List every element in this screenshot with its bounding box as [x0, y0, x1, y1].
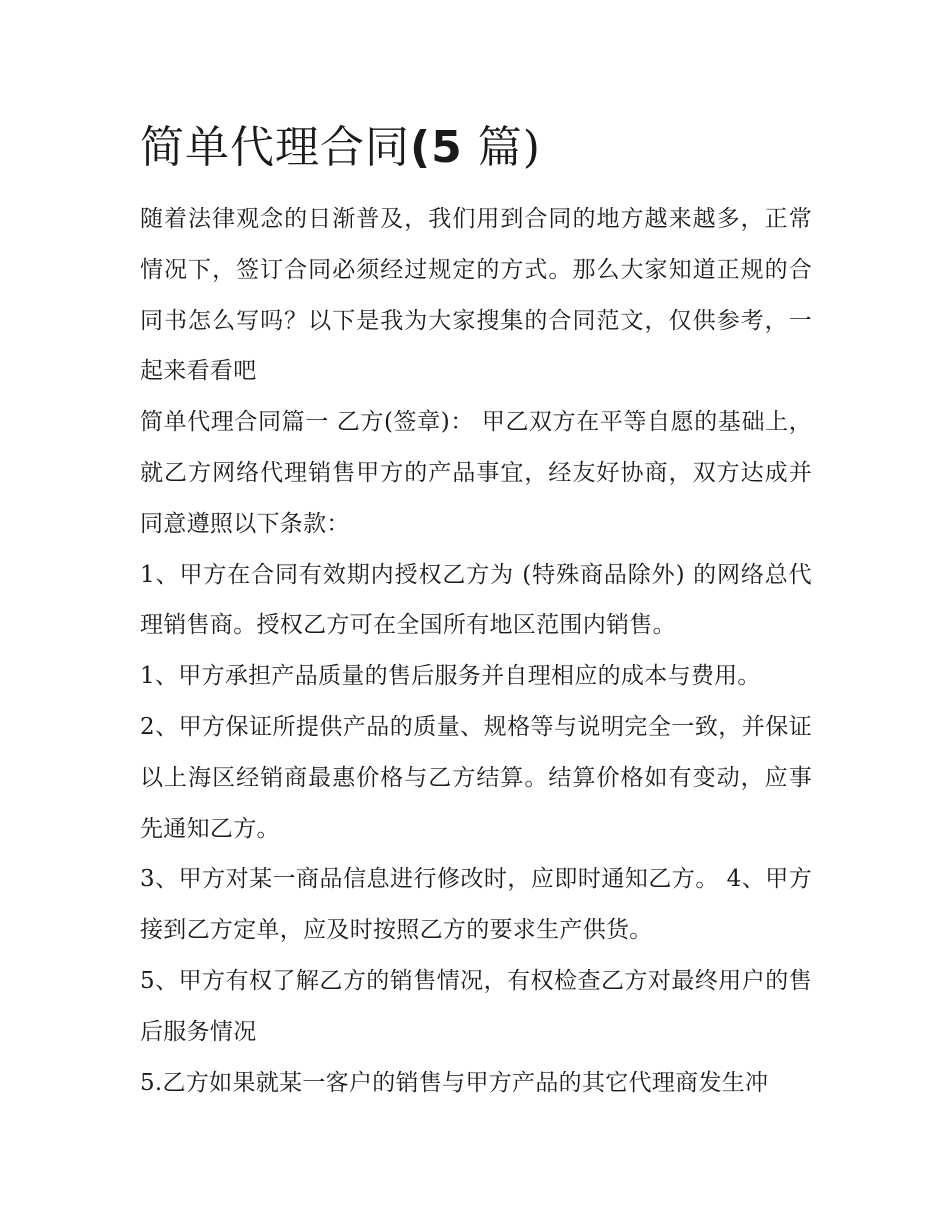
document-page	[140, 112, 812, 1108]
clause-5-inspection: 5、甲方有权了解乙方的销售情况，有权检查乙方对最终用户的售后服务情况	[140, 967, 812, 1045]
title-suffix: 篇)	[462, 122, 541, 173]
clause-5-conflict: 5.乙方如果就某一客户的销售与甲方产品的其它代理商发生冲	[140, 1069, 769, 1096]
clause-1-authorization: 1、甲方在合同有效期内授权乙方为 (特殊商品除外) 的网络总代理销售商。授权乙方可在全国所有地区范围内销售。	[140, 561, 812, 639]
title-count: (5	[410, 122, 463, 173]
clause-1-after-sales: 1、甲方承担产品质量的售后服务并自理相应的成本与费用。	[140, 663, 761, 690]
intro-paragraph: 随着法律观念的日渐普及，我们用到合同的地方越来越多，正常情况下，签订合同必须经过规定的方式。那么大家知道正规的合同书怎么写吗？以下是我为大家搜集的合同范文，仅供参考，一起来看看吧	[140, 206, 812, 385]
clause-2-quality: 2、甲方保证所提供产品的质量、规格等与说明完全一致，并保证以上海区经销商最惠价格与乙方结算。结算价格如有变动，应事先通知乙方。	[140, 713, 812, 842]
clause-3-4-notification: 3、甲方对某一商品信息进行修改时，应即时通知乙方。 4、甲方接到乙方定单，应及时按照乙方的要求生产供货。	[140, 866, 812, 944]
document-title	[140, 112, 812, 184]
title-text: 简单代理合同	[140, 122, 410, 173]
contract-preamble: 简单代理合同篇一 乙方(签章)： 甲乙双方在平等自愿的基础上，就乙方网络代理销售甲方的产品事宜，经友好协商，双方达成并同意遵照以下条款：	[140, 409, 812, 537]
